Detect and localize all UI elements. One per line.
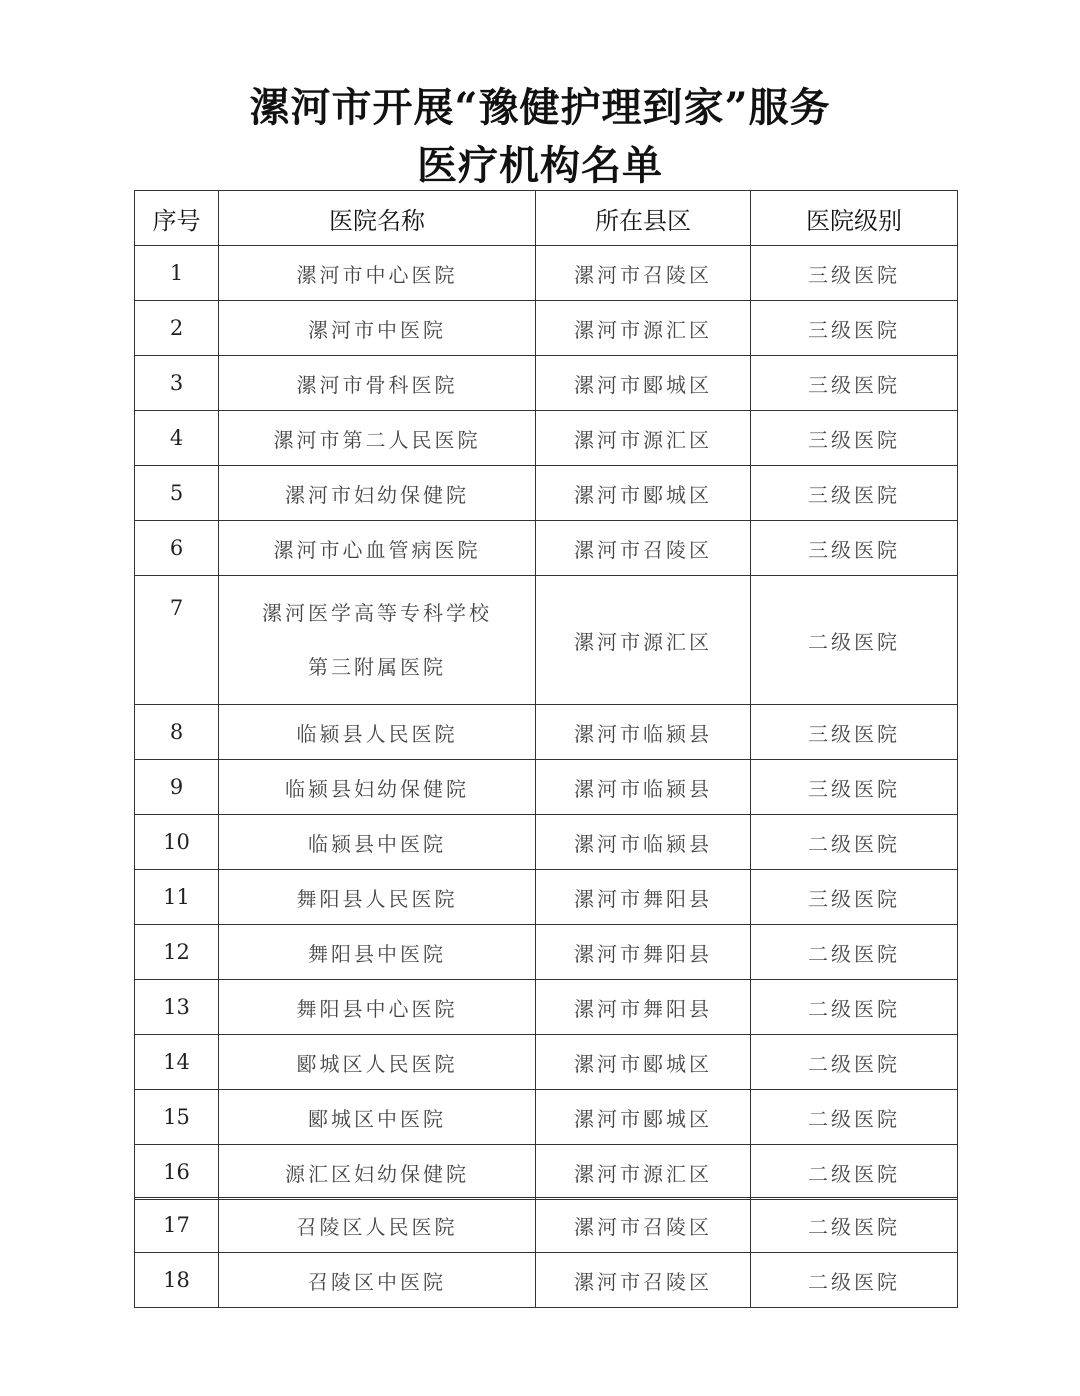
cell-hospital-name: 漯河市第二人民医院 [219, 411, 536, 466]
header-serial: 序号 [135, 191, 219, 246]
cell-hospital-name: 舞阳县中心医院 [219, 980, 536, 1035]
cell-district: 漯河市源汇区 [536, 411, 751, 466]
cell-district: 漯河市召陵区 [536, 246, 751, 301]
table-row [135, 466, 958, 521]
cell-hospital-name: 临颍县中医院 [219, 815, 536, 870]
cell-hospital-name: 临颍县妇幼保健院 [219, 760, 536, 815]
table-row [135, 760, 958, 815]
cell-serial: 2 [135, 301, 219, 356]
cell-district: 漯河市源汇区 [536, 576, 751, 705]
table-row [135, 301, 958, 356]
table-row [135, 705, 958, 760]
cell-district: 漯河市舞阳县 [536, 980, 751, 1035]
cell-serial: 4 [135, 411, 219, 466]
table-row [135, 1198, 958, 1253]
table-row [135, 1253, 958, 1308]
cell-level: 二级医院 [751, 1145, 958, 1200]
cell-level: 二级医院 [751, 1198, 958, 1253]
table-row [135, 411, 958, 466]
cell-hospital-name: 临颍县人民医院 [219, 705, 536, 760]
table-row [135, 925, 958, 980]
page-subtitle: 医疗机构名单 [417, 142, 663, 189]
cell-hospital-name: 漯河市中医院 [219, 301, 536, 356]
cell-level: 二级医院 [751, 980, 958, 1035]
cell-level: 三级医院 [751, 521, 958, 576]
cell-hospital-name: 召陵区人民医院 [219, 1198, 536, 1253]
cell-hospital-name: 召陵区中医院 [219, 1253, 536, 1308]
cell-district: 漯河市郾城区 [536, 1090, 751, 1145]
cell-district: 漯河市源汇区 [536, 301, 751, 356]
hospital-name-line1: 漯河医学高等专科学校 [262, 601, 492, 625]
cell-district: 漯河市临颍县 [536, 705, 751, 760]
cell-serial: 17 [135, 1198, 219, 1253]
cell-level: 三级医院 [751, 466, 958, 521]
cell-serial: 15 [135, 1090, 219, 1145]
hospital-name-line2: 第三附属医院 [308, 655, 446, 679]
cell-level: 二级医院 [751, 815, 958, 870]
cell-district: 漯河市临颍县 [536, 815, 751, 870]
table-row [135, 1090, 958, 1145]
cell-hospital-name: 郾城区人民医院 [219, 1035, 536, 1090]
cell-serial: 6 [135, 521, 219, 576]
cell-district: 漯河市源汇区 [536, 1145, 751, 1200]
hospital-table [134, 190, 958, 1200]
cell-hospital-name: 漯河市心血管病医院 [219, 521, 536, 576]
cell-level: 三级医院 [751, 246, 958, 301]
header-district: 所在县区 [536, 191, 751, 246]
cell-serial: 1 [135, 246, 219, 301]
cell-district: 漯河市郾城区 [536, 356, 751, 411]
table-row [135, 870, 958, 925]
table-row [135, 576, 958, 705]
cell-level: 三级医院 [751, 705, 958, 760]
cell-serial: 18 [135, 1253, 219, 1308]
table-row [135, 1035, 958, 1090]
cell-hospital-name: 郾城区中医院 [219, 1090, 536, 1145]
cell-serial: 9 [135, 760, 219, 815]
table-header-row [135, 191, 958, 246]
table-row [135, 521, 958, 576]
table-row [135, 356, 958, 411]
cell-hospital-name: 漯河市骨科医院 [219, 356, 536, 411]
cell-level: 三级医院 [751, 870, 958, 925]
cell-district: 漯河市舞阳县 [536, 870, 751, 925]
cell-level: 三级医院 [751, 760, 958, 815]
cell-hospital-name [219, 576, 536, 705]
cell-level: 二级医院 [751, 925, 958, 980]
cell-hospital-name: 舞阳县中医院 [219, 925, 536, 980]
cell-serial: 12 [135, 925, 219, 980]
cell-district: 漯河市召陵区 [536, 521, 751, 576]
cell-serial: 14 [135, 1035, 219, 1090]
cell-level: 三级医院 [751, 411, 958, 466]
cell-serial: 13 [135, 980, 219, 1035]
cell-level: 二级医院 [751, 576, 958, 705]
table-row [135, 246, 958, 301]
cell-serial: 8 [135, 705, 219, 760]
cell-level: 三级医院 [751, 356, 958, 411]
cell-serial: 10 [135, 815, 219, 870]
cell-serial: 5 [135, 466, 219, 521]
hospital-table-continued [134, 1197, 958, 1308]
cell-district: 漯河市临颍县 [536, 760, 751, 815]
cell-district: 漯河市召陵区 [536, 1253, 751, 1308]
cell-hospital-name: 舞阳县人民医院 [219, 870, 536, 925]
header-hospital-name: 医院名称 [219, 191, 536, 246]
cell-district: 漯河市郾城区 [536, 466, 751, 521]
cell-district: 漯河市舞阳县 [536, 925, 751, 980]
cell-level: 二级医院 [751, 1253, 958, 1308]
cell-serial: 7 [135, 576, 219, 705]
cell-level: 二级医院 [751, 1090, 958, 1145]
cell-serial: 11 [135, 870, 219, 925]
cell-hospital-name: 源汇区妇幼保健院 [219, 1145, 536, 1200]
cell-district: 漯河市郾城区 [536, 1035, 751, 1090]
table-row [135, 815, 958, 870]
table-row [135, 1145, 958, 1200]
cell-level: 三级医院 [751, 301, 958, 356]
header-level: 医院级别 [751, 191, 958, 246]
table-row [135, 980, 958, 1035]
cell-serial: 16 [135, 1145, 219, 1200]
cell-hospital-name: 漯河市妇幼保健院 [219, 466, 536, 521]
cell-district: 漯河市召陵区 [536, 1198, 751, 1253]
cell-level: 二级医院 [751, 1035, 958, 1090]
cell-serial: 3 [135, 356, 219, 411]
cell-hospital-name: 漯河市中心医院 [219, 246, 536, 301]
page-title: 漯河市开展“豫健护理到家”服务 [249, 84, 831, 131]
